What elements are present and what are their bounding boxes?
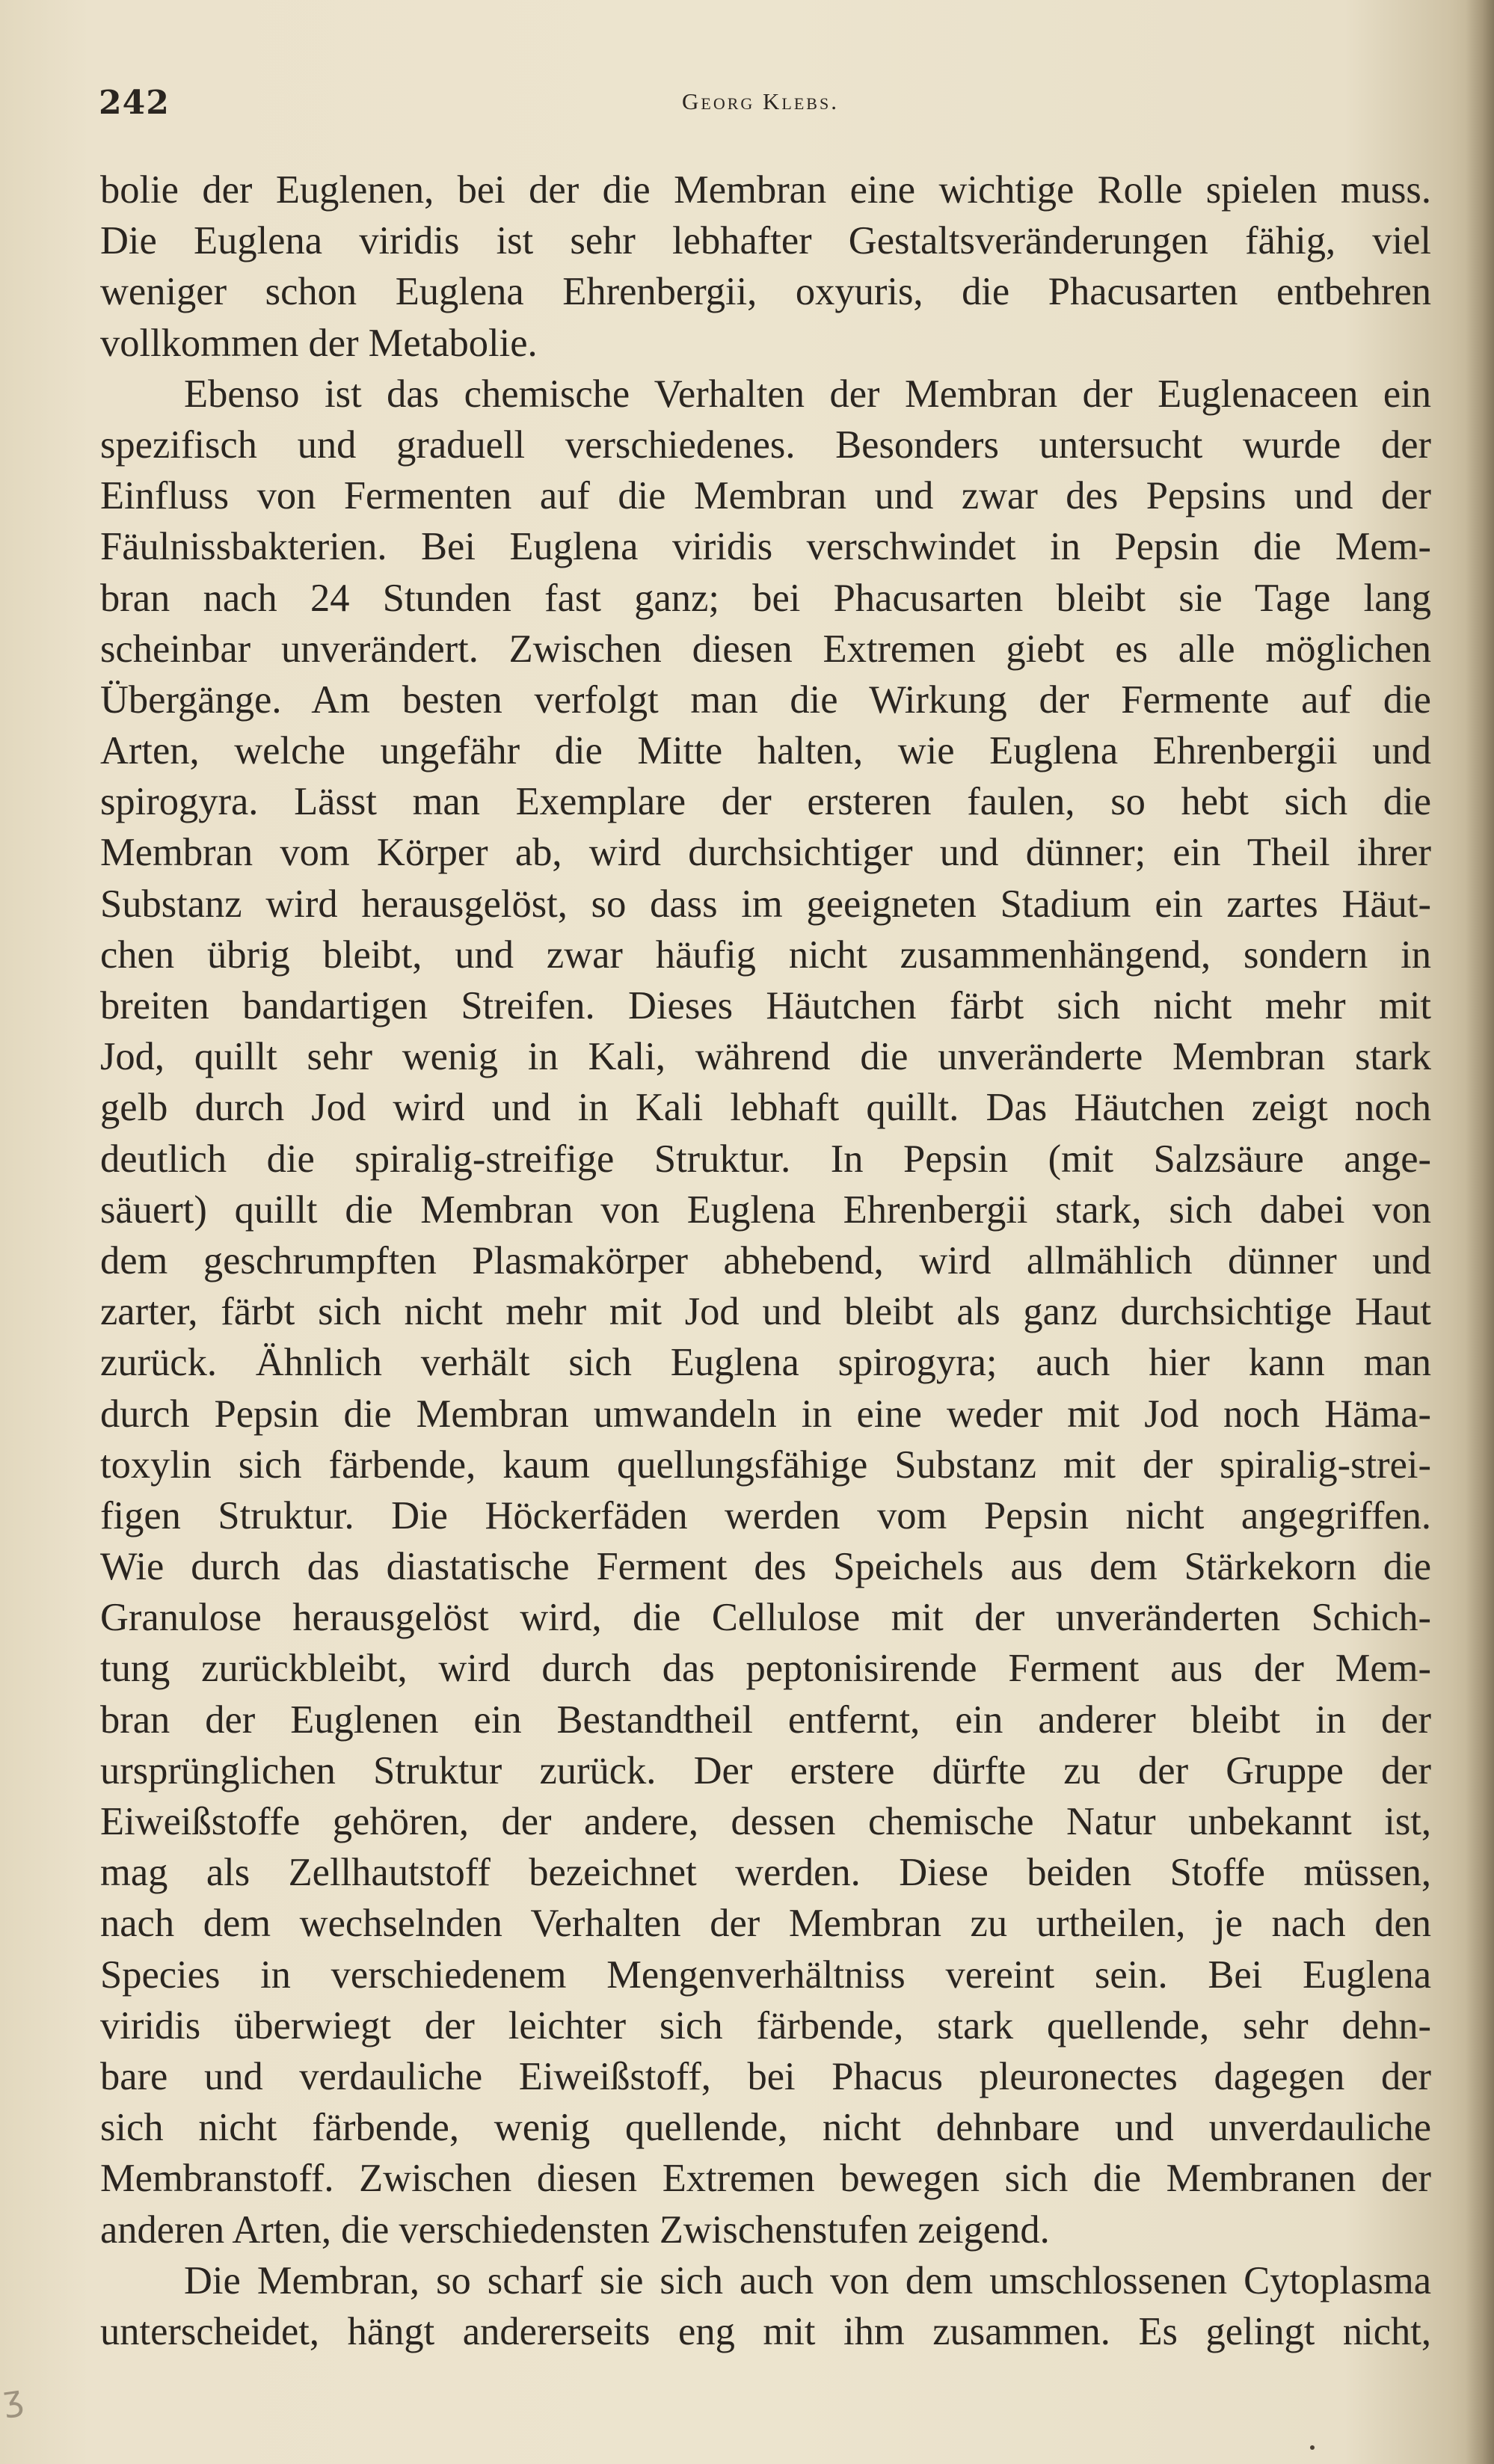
text-line: zurück. Ähnlich verhält sich Euglena spirogyra; auch hier kann man xyxy=(100,1341,1431,1385)
page-header xyxy=(99,84,1445,129)
text-line: ursprünglichen Struktur zurück. Der erstere dürfte zu der Gruppe der xyxy=(100,1748,1431,1792)
text-line: sich nicht färbende, wenig quellende, nicht dehnbare und unverdauliche xyxy=(100,2106,1431,2150)
text-line: anderen Arten, die verschiedensten Zwischenstufen zeigend. xyxy=(100,2208,1050,2252)
text-line: unterscheidet, hängt andererseits eng mit ihm zusammen. Es gelingt nicht, xyxy=(100,2309,1431,2353)
text-line: vollkommen der Metabolie. xyxy=(100,321,538,365)
text-line: säuert) quillt die Membran von Euglena Ehrenbergii stark, sich dabei von xyxy=(100,1188,1431,1232)
text-line: Ebenso ist das chemische Verhalten der Membran der Euglenaceen ein xyxy=(184,372,1431,416)
text-line: bran der Euglenen ein Bestandtheil entfernt, ein anderer bleibt in der xyxy=(100,1698,1431,1742)
text-line: Membranstoff. Zwischen diesen Extremen bewegen sich die Membranen der xyxy=(100,2157,1431,2201)
text-line: bare und verdauliche Eiweißstoff, bei Phacus pleuronectes dagegen der xyxy=(100,2054,1431,2098)
text-line: Die Membran, so scharf sie sich auch von dem umschlossenen Cytoplasma xyxy=(184,2258,1431,2302)
text-line: weniger schon Euglena Ehrenbergii, oxyuris, die Phacusarten entbehren xyxy=(100,270,1431,314)
text-line: Fäulnissbakterien. Bei Euglena viridis verschwindet in Pepsin die Mem- xyxy=(100,525,1431,569)
text-line: zarter, färbt sich nicht mehr mit Jod und bleibt als ganz durchsichtige Haut xyxy=(100,1290,1431,1334)
text-line: Granulose herausgelöst wird, die Cellulose mit der unveränderten Schich- xyxy=(100,1596,1431,1640)
text-line: mag als Zellhautstoff bezeichnet werden. Diese beiden Stoffe müssen, xyxy=(100,1851,1431,1895)
text-line: Wie durch das diastatische Ferment des Speichels aus dem Stärkekorn die xyxy=(100,1545,1431,1589)
text-line: Eiweißstoffe gehören, der andere, dessen chemische Natur unbekannt ist, xyxy=(100,1800,1431,1843)
text-line: Substanz wird herausgelöst, so dass im geeigneten Stadium ein zartes Häut- xyxy=(100,882,1431,926)
text-line: Jod, quillt sehr wenig in Kali, während die unveränderte Membran stark xyxy=(100,1035,1431,1079)
text-line: gelb durch Jod wird und in Kali lebhaft quillt. Das Häutchen zeigt noch xyxy=(100,1086,1431,1130)
ink-spot xyxy=(1310,2445,1315,2450)
text-line: deutlich die spiralig-streifige Struktur. In Pepsin (mit Salzsäure ange- xyxy=(100,1137,1431,1181)
text-line: Membran vom Körper ab, wird durchsichtiger und dünner; ein Theil ihrer xyxy=(100,831,1431,875)
text-line: Einfluss von Fermenten auf die Membran und zwar des Pepsins und der xyxy=(100,474,1431,518)
text-line: dem geschrumpften Plasmakörper abhebend, wird allmählich dünner und xyxy=(100,1238,1431,1282)
text-line: Die Euglena viridis ist sehr lebhafter Gestaltsveränderungen fähig, viel xyxy=(100,219,1431,263)
text-line: durch Pepsin die Membran umwandeln in eine weder mit Jod noch Häma- xyxy=(100,1392,1431,1436)
text-line: chen übrig bleibt, und zwar häufig nicht zusammenhängend, sondern in xyxy=(100,933,1431,977)
text-line: Übergänge. Am besten verfolgt man die Wirkung der Fermente auf die xyxy=(100,678,1431,722)
margin-pencil-mark: ʒ xyxy=(0,2377,26,2420)
text-line: nach dem wechselnden Verhalten der Membran zu urtheilen, je nach den xyxy=(100,1902,1431,1946)
text-line: tung zurückbleibt, wird durch das peptonisirende Ferment aus der Mem- xyxy=(100,1647,1431,1691)
text-line: bran nach 24 Stunden fast ganz; bei Phacusarten bleibt sie Tage lang xyxy=(100,576,1431,620)
text-line: spirogyra. Lässt man Exemplare der ersteren faulen, so hebt sich die xyxy=(100,780,1431,824)
text-line: Species in verschiedenem Mengenverhältniss vereint sein. Bei Euglena xyxy=(100,1953,1431,1997)
page-number: 242 xyxy=(99,84,170,122)
text-line: scheinbar unverändert. Zwischen diesen Extremen giebt es alle möglichen xyxy=(100,627,1431,671)
text-line: breiten bandartigen Streifen. Dieses Häutchen färbt sich nicht mehr mit xyxy=(100,984,1431,1027)
text-line: figen Struktur. Die Höckerfäden werden vom Pepsin nicht angegriffen. xyxy=(100,1493,1431,1537)
text-line: bolie der Euglenen, bei der die Membran eine wichtige Rolle spielen muss. xyxy=(100,168,1431,212)
page-edge-shadow xyxy=(1466,0,1494,2464)
text-line: spezifisch und graduell verschiedenes. Besonders untersucht wurde der xyxy=(100,423,1431,467)
text-line: viridis überwiegt der leichter sich färbende, stark quellende, sehr dehn- xyxy=(100,2003,1431,2047)
body-text xyxy=(100,165,1431,2357)
text-line: Arten, welche ungefähr die Mitte halten, wie Euglena Ehrenbergii und xyxy=(100,729,1431,773)
text-line: toxylin sich färbende, kaum quellungsfähige Substanz mit der spiralig-strei- xyxy=(100,1443,1431,1487)
running-head: Georg Klebs. xyxy=(682,88,839,114)
